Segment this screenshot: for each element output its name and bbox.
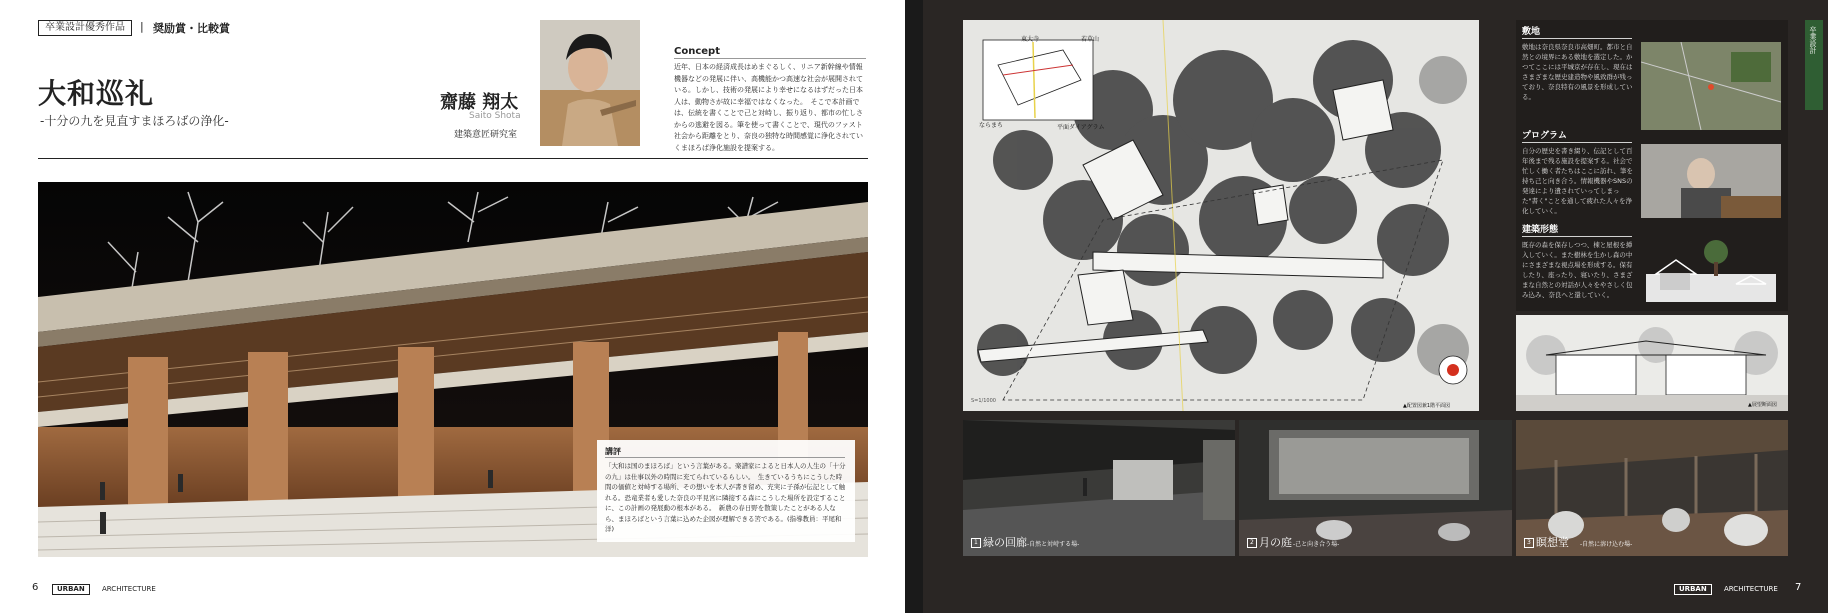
render-number: 1 (971, 538, 981, 548)
review-divider (605, 457, 845, 458)
concept-divider (674, 58, 866, 59)
page-number-left: 6 (32, 582, 39, 593)
site-map-photo (1641, 42, 1781, 130)
chapter-tab-label: 卒業設計 (1809, 26, 1817, 54)
section-drawing (1516, 315, 1788, 411)
render-subtitle: -自然に溶け込む場- (1580, 541, 1633, 548)
author-name: 齋藤 翔太 (440, 92, 519, 113)
section-divider (1522, 38, 1632, 39)
section-text-program: 自分の歴史を書き綴り、伝記として百年後まで残る施設を提案する。社会で忙しく働く者たちはここに訪れ、筆を持ち己と向き合う。情報機器やSNSの発達により遺されていってしまった"書く"ことを通して疲れた人々を浄化していく。 (1522, 147, 1633, 215)
header-separator: | (140, 20, 144, 33)
section-heading-program: プログラム (1522, 131, 1567, 141)
render-meditation-hall (1516, 420, 1788, 556)
render-subtitle: -己と向き合う場- (1293, 541, 1340, 548)
render-title: 緑の回廊 (983, 536, 1027, 549)
section-heading-form: 建築形態 (1522, 225, 1559, 235)
chapter-tab (1805, 20, 1823, 110)
section-heading-site: 敷地 (1522, 27, 1541, 37)
category-badge: 卒業設計優秀作品 (38, 20, 132, 36)
render-title: 月の庭 (1259, 536, 1292, 549)
render-green-corridor (963, 420, 1235, 556)
plan-label-east: 若草山 (1081, 36, 1100, 43)
footer-urban-badge-right: URBAN (1674, 584, 1712, 595)
right-page (923, 0, 1828, 613)
review-heading: 講評 (605, 447, 621, 456)
diagram-caption: 平面ダイアグラム (1057, 124, 1105, 131)
scale-label: S=1/1000 (971, 398, 996, 404)
author-romaji: Saito Shota (469, 111, 521, 121)
page-number-right: 7 (1795, 582, 1802, 593)
plan-caption: ▲配置図兼1階平面図 (1403, 403, 1451, 409)
lab-name: 建築意匠研究室 (454, 130, 518, 140)
project-title: 大和巡礼 (38, 77, 155, 110)
section-divider (1522, 236, 1632, 237)
footer-urban-badge-left: URBAN (52, 584, 90, 595)
left-page (0, 0, 905, 613)
plan-label-north: 東大寺 (1021, 36, 1040, 43)
program-photo (1641, 144, 1781, 218)
author-portrait (540, 20, 640, 146)
render-subtitle: -自然と対峙する場- (1027, 541, 1080, 548)
section-divider (1522, 142, 1632, 143)
review-text: 「大和は国のまほろば」という言葉がある。楽譜家によると日本人の人生の「十分の九」は仕事以外の時間に充てられているらしい。 生きているうちにこうした時間の価値と対峙する場所、その想いを本人が書き留め、充実に子孫が伝記として触れる。恐竜業者も愛した奈良の平見宮に隣接する森にこうした場所を設定することに、この計画の発展動の根本がある。 新農の春日野を散策したことがある人なら、まほろばという言葉に込めた企図が理解できる筈である。(指導教員：平尾和洋) (605, 462, 846, 533)
spread-gutter (905, 0, 923, 613)
site-plan (963, 20, 1479, 411)
footer-architecture-left: ARCHITECTURE (102, 585, 156, 593)
plan-label-southwest: ならまち (979, 122, 1004, 129)
title-rule (38, 158, 868, 159)
section-text-site: 敷地は奈良県奈良市高畑町。都市と自然との境界にある敷地を選定した。かつてここには平城京が存在し、現在はさまざまな歴史建造物や風致群が残っており、奈良特有の風景を形成している。 (1522, 43, 1633, 101)
concept-text: 近年、日本の経済成長はめまぐるしく、リニア新幹線や情報機器などの発展に伴い、高機能かつ高速な社会が展開されている。しかし、技術の発展により幸せになるはずだった日本人は、動物さが故に幸福ではなくなった。 そこで本計画では、伝統を書くことで己と対峙し、振り返り、都市の忙しさからの逃避を図る。筆を使って書くことで、現代のファスト社会から距離をとり、奈良の独特な時間感覚に浄化されていくまほろば浄化施設を提案する。 (674, 63, 863, 152)
render-number: 3 (1524, 538, 1534, 548)
info-panel (1516, 20, 1788, 311)
concept-heading: Concept (674, 46, 720, 57)
render-number: 2 (1247, 538, 1257, 548)
section-caption: ▲展望断面図 (1748, 402, 1777, 408)
project-subtitle: -十分の九を見直すまほろばの浄化- (40, 114, 229, 128)
render-moon-garden (1239, 420, 1512, 556)
render-title: 瞑想堂 (1536, 536, 1569, 549)
section-text-form: 既存の森を保存しつつ、棟と屋根を挿入していく。また樹林を生かし森の中にさまざまな視点場を形成する。保有したり、座ったり、寝いたり、さまざまな自然との対話が人々をやさしく包み込み、奈良へと還していく。 (1522, 241, 1633, 299)
form-diagram (1646, 232, 1776, 302)
award-label: 奨励賞・比較賞 (153, 22, 230, 35)
review-box (597, 440, 855, 542)
footer-architecture-right: ARCHITECTURE (1724, 585, 1778, 593)
